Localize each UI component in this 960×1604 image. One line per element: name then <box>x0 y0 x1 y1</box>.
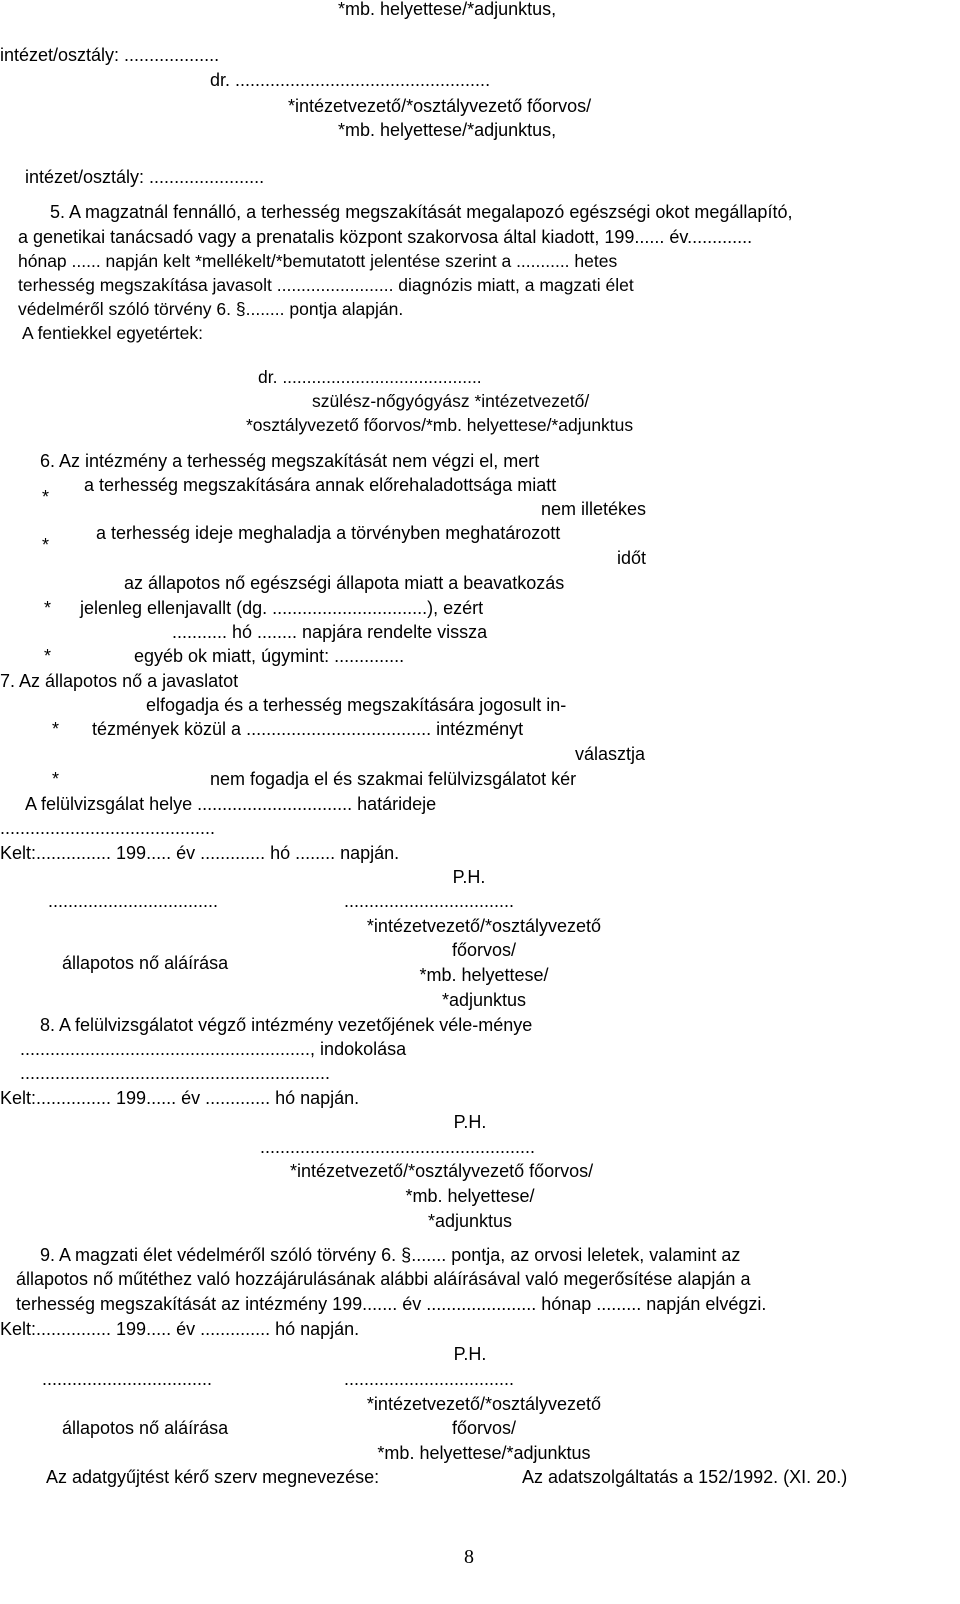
text-line-6: 5. A magzatnál fennálló, a terhesség megszakítását megalapozó egészségi okot megállapító, <box>50 202 793 222</box>
text-line-9: terhesség megszakítása javasolt ........................ diagnózis miatt, a magzati élet <box>18 275 634 295</box>
text-line-54: *adjunktus <box>427 1211 513 1231</box>
text-line-19: * <box>42 535 50 555</box>
text-line-64: főorvos/ <box>451 1418 517 1438</box>
text-line-57: terhesség megszakítását az intézmény 199....... év ...................... hónap ......... napján elvégzi. <box>16 1294 767 1314</box>
text-line-36: ........................................... <box>0 818 216 838</box>
text-line-67: Az adatszolgáltatás a 152/1992. (XI. 20.) <box>522 1467 848 1487</box>
text-line-55: 9. A magzati élet védelméről szóló törvény 6. §....... pontja, az orvosi leletek, valamint az <box>40 1245 741 1265</box>
text-line-53: *mb. helyettese/ <box>405 1186 535 1206</box>
text-line-8: hónap ...... napján kelt *mellékelt/*bemutatott jelentése szerint a ........... hetes <box>18 251 618 271</box>
text-line-18: nem illetékes <box>540 499 646 519</box>
text-line-61: .................................. <box>344 1369 515 1389</box>
text-line-37: Kelt:............... 199..... év ............. hó ........ napján. <box>0 843 400 863</box>
text-line-0: *mb. helyettese/*adjunktus, <box>338 0 557 19</box>
text-line-4: *mb. helyettese/*adjunktus, <box>338 120 557 140</box>
text-line-21: időt <box>616 548 646 568</box>
text-line-14: *osztályvezető főorvos/*mb. helyettese/*adjunktus <box>246 415 634 435</box>
text-line-15: 6. Az intézmény a terhesség megszakítását nem végzi el, mert <box>40 451 540 471</box>
text-line-25: ........... hó ........ napjára rendelte vissza <box>172 622 488 642</box>
text-line-35: A felülvizsgálat helye ............................... határideje <box>25 794 437 814</box>
text-line-51: ....................................................... <box>260 1137 536 1157</box>
text-line-22: az állapotos nő egészségi állapota miatt a beavatkozás <box>124 573 565 593</box>
text-line-23: * <box>44 598 52 618</box>
text-line-46: 8. A felülvizsgálatot végző intézmény vezetőjének véle-ménye <box>40 1015 533 1035</box>
text-line-31: tézmények közül a ..................................... intézményt <box>92 719 524 739</box>
text-line-40: .................................. <box>344 891 515 911</box>
text-line-48: .............................................................. <box>20 1063 331 1083</box>
text-line-26: * <box>44 646 52 666</box>
text-line-56: állapotos nő műtéthez való hozzájárulásának alábbi aláírásával való megerősítése alapján a <box>16 1269 751 1289</box>
text-line-41: *intézetvezető/*osztályvezető <box>366 916 602 936</box>
text-line-5: intézet/osztály: ....................... <box>25 167 265 187</box>
text-line-66: Az adatgyűjtést kérő szerv megnevezése: <box>46 1467 380 1487</box>
text-line-10: védelméről szóló törvény 6. §........ pontja alapján. <box>18 299 404 319</box>
text-line-62: *intézetvezető/*osztályvezető <box>366 1394 602 1414</box>
text-line-7: a genetikai tanácsadó vagy a prenatalis központ szakorvosa által kiadott, 199...... év............. <box>18 227 753 247</box>
text-line-60: .................................. <box>42 1369 213 1389</box>
text-line-45: *adjunktus <box>441 990 527 1010</box>
text-line-47: .........................................................., indokolása <box>20 1039 407 1059</box>
text-line-63: állapotos nő aláírása <box>62 1418 229 1438</box>
text-line-17: a terhesség megszakítására annak előrehaladottsága miatt <box>84 475 557 495</box>
text-line-2: dr. ................................................... <box>210 70 491 90</box>
text-line-34: nem fogadja el és szakmai felülvizsgálatot kér <box>210 769 577 789</box>
text-line-59: P.H. <box>453 1344 487 1364</box>
text-line-42: főorvos/ <box>451 940 517 960</box>
text-line-65: *mb. helyettese/*adjunktus <box>377 1443 591 1463</box>
text-line-24: jelenleg ellenjavallt (dg. ...............................), ezért <box>80 598 484 618</box>
text-line-11: A fentiekkel egyetértek: <box>22 323 203 343</box>
text-line-58: Kelt:............... 199..... év .............. hó napján. <box>0 1319 360 1339</box>
text-line-50: P.H. <box>453 1112 487 1132</box>
text-line-30: * <box>52 719 60 739</box>
text-line-3: *intézetvezető/*osztályvezető főorvos/ <box>288 96 592 116</box>
text-line-38: P.H. <box>452 867 486 887</box>
text-line-28: 7. Az állapotos nő a javaslatot <box>0 671 239 691</box>
text-line-32: választja <box>574 744 645 764</box>
text-line-49: Kelt:............... 199...... év ............. hó napján. <box>0 1088 360 1108</box>
text-line-1: intézet/osztály: ................... <box>0 45 220 65</box>
text-line-68: 8 <box>464 1546 474 1568</box>
text-line-27: egyéb ok miatt, úgymint: .............. <box>134 646 405 666</box>
text-line-20: a terhesség ideje meghaladja a törvényben meghatározott <box>96 523 561 543</box>
text-line-29: elfogadja és a terhesség megszakítására jogosult in- <box>146 695 567 715</box>
text-line-33: * <box>52 769 60 789</box>
text-line-16: * <box>42 487 50 507</box>
text-line-12: dr. ......................................... <box>258 367 482 387</box>
text-line-52: *intézetvezető/*osztályvezető főorvos/ <box>290 1161 594 1181</box>
text-line-13: szülész-nőgyógyász *intézetvezető/ <box>312 391 590 411</box>
text-line-39: .................................. <box>48 891 219 911</box>
text-line-43: állapotos nő aláírása <box>62 953 229 973</box>
text-line-44: *mb. helyettese/ <box>419 965 549 985</box>
